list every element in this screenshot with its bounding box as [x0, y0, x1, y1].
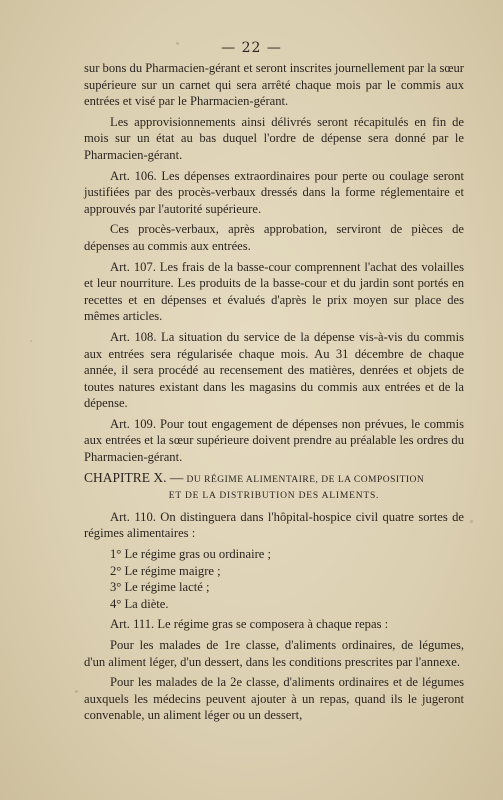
page-number: — 22 —	[221, 40, 282, 56]
paragraph: Pour les malades de la 2e classe, d'aliments ordinaires et de légumes auxquels les médecins peuvent ajouter à un repas, quand ils le jugeront convenable, un aliment léger ou un dessert,	[84, 675, 464, 723]
list-item: 1° Le régime gras ou ordinaire ;	[110, 547, 272, 562]
paper-spot	[30, 340, 32, 342]
list-item: 2° Le régime maigre ;	[110, 563, 221, 578]
article-111: Art. 111. Le régime gras se composera à chaque repas :	[110, 617, 389, 632]
chapter-subtitle-line1: DU RÉGIME ALIMENTAIRE, DE LA COMPOSITION	[186, 474, 425, 485]
article-106: Art. 106. Les dépenses extraordinaires pour perte ou coulage seront justifiées par des procès-verbaux dressés dans la forme réglementaire et approuvés par l'autorité supérieure.	[84, 168, 464, 216]
page-body	[84, 60, 464, 728]
chapter-title: CHAPITRE X. —	[84, 469, 184, 485]
paragraph: Les approvisionnements ainsi délivrés seront récapitulés en fin de mois sur un état au bas duquel l'ordre de dépense sera donné par le Pharmacien-gérant.	[84, 114, 464, 162]
list-item: 4° La diète.	[110, 596, 169, 611]
list-item: 3° Le régime lacté ;	[110, 580, 210, 595]
paper-spot	[75, 690, 78, 693]
paragraph: Ces procès-verbaux, après approbation, serviront de pièces de dépenses au commis aux entrées.	[84, 222, 464, 253]
chapter-subtitle-line2: ET DE LA DISTRIBUTION DES ALIMENTS.	[168, 491, 380, 502]
paragraph: sur bons du Pharmacien-gérant et seront inscrites journellement par la sœur supérieure sur un carnet qui sera arrêté chaque mois par le commis aux entrées et visé par le Pharmacien-gérant.	[84, 61, 464, 109]
chapter-heading	[84, 470, 464, 505]
paper-spot	[470, 520, 473, 523]
article-107: Art. 107. Les frais de la basse-cour comprennent l'achat des volailles et leur nourriture. Les produits de la basse-cour et du jardin sont portés en recettes et en dépenses et évalués d'après le prix moyen sur place des mêmes articles.	[84, 259, 464, 324]
article-109: Art. 109. Pour tout engagement de dépenses non prévues, le commis aux entrées et la sœur supérieure doivent prendre au préalable les ordres du Pharmacien-gérant.	[84, 416, 464, 465]
article-110: Art. 110. On distinguera dans l'hôpital-hospice civil quatre sortes de régimes alimentaires :	[84, 509, 464, 541]
paragraph: Pour les malades de 1re classe, d'aliments ordinaires, de légumes, d'un aliment léger, d'un dessert, dans les conditions prescrites par l'annexe.	[84, 638, 464, 669]
article-108: Art. 108. La situation du service de la dépense vis-à-vis du commis aux entrées sera régularisée chaque mois. Au 31 décembre de chaque année, il sera procédé au recensement des matières, denrées et objets de toutes natures existant dans les magasins du commis aux entrées et de la dépense.	[84, 329, 464, 411]
